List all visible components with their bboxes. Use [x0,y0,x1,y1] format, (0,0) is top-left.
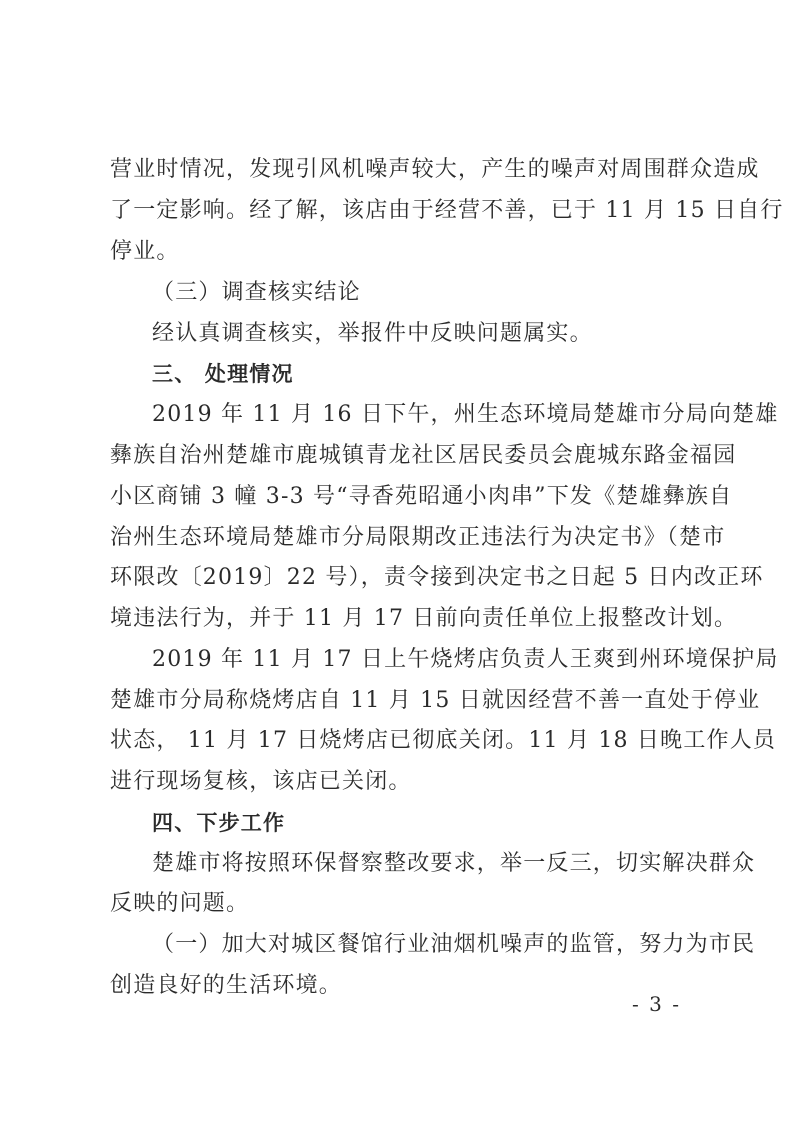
section-heading: 三、 处理情况 [152,362,294,386]
paragraph-line: 2019 年 11 月 17 日上午烧烤店负责人王爽到州环境保护局 [152,647,779,672]
paragraph-line: 楚雄市将按照环保督察整改要求，举一反三，切实解决群众 [152,851,756,876]
paragraph-line: （一）加大对城区餐馆行业油烟机噪声的监管，努力为市民 [152,932,756,957]
paragraph-line: 了一定影响。经了解，该店由于经营不善，已于 11 月 15 日自行 [110,198,784,223]
section-heading: 四、下步工作 [152,811,286,835]
paragraph-line: 小区商铺 3 幢 3-3 号“寻香苑昭通小肉串”下发《楚雄彝族自 [110,484,733,509]
paragraph-line: 营业时情况，发现引风机噪声较大，产生的噪声对周围群众造成 [110,157,760,182]
paragraph-line: 环限改〔2019〕22 号），责令接到决定书之日起 5 日内改正环 [110,565,764,590]
paragraph-line: 反映的问题。 [110,891,250,916]
paragraph-line: 彝族自治州楚雄市鹿城镇青龙社区居民委员会鹿城东路金福园 [110,443,737,468]
paragraph-line: 2019 年 11 月 16 日下午，州生态环境局楚雄市分局向楚雄 [152,402,779,427]
page-number: - 3 - [632,992,681,1016]
section-subheading: （三）调查核实结论 [152,280,361,305]
paragraph-line: 治州生态环境局楚雄市分局限期改正违法行为决定书》（楚市 [110,525,726,550]
paragraph-line: 境违法行为，并于 11 月 17 日前向责任单位上报整改计划。 [110,606,738,631]
paragraph-line: 状态， 11 月 17 日烧烤店已彻底关闭。11 月 18 日晚工作人员 [110,728,777,753]
paragraph-line: 停业。 [110,239,180,264]
paragraph-line: 进行现场复核，该店已关闭。 [110,769,412,794]
paragraph-line: 楚雄市分局称烧烤店自 11 月 15 日就因经营不善一直处于停业 [110,688,761,713]
paragraph-line: 创造良好的生活环境。 [110,973,343,998]
paragraph-line: 经认真调查核实，举报件中反映问题属实。 [152,321,593,346]
